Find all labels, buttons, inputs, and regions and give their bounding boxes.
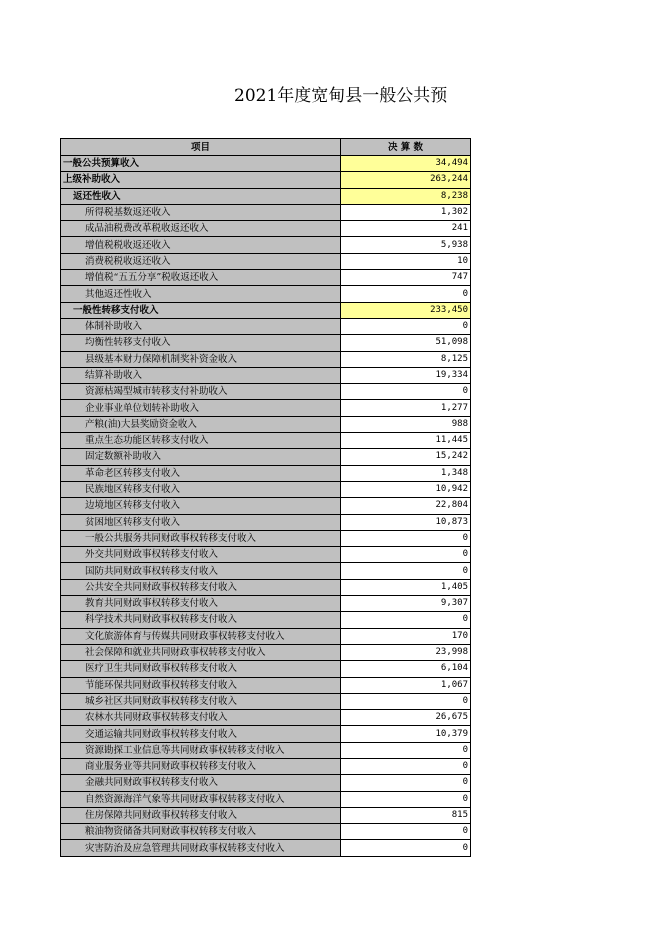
table-row xyxy=(61,840,471,856)
row-label: 公共安全共同财政事权转移支付收入 xyxy=(61,579,341,595)
table-row xyxy=(61,742,471,758)
row-value: 22,804 xyxy=(341,498,471,514)
row-value: 988 xyxy=(341,416,471,432)
row-label: 节能环保共同财政事权转移支付收入 xyxy=(61,677,341,693)
table-row xyxy=(61,172,471,188)
row-label: 均衡性转移支付收入 xyxy=(61,335,341,351)
row-value: 815 xyxy=(341,807,471,823)
row-value: 1,405 xyxy=(341,579,471,595)
row-value: 0 xyxy=(341,791,471,807)
row-label: 所得税基数返还收入 xyxy=(61,204,341,220)
row-value: 34,494 xyxy=(341,156,471,172)
row-value: 26,675 xyxy=(341,710,471,726)
row-label: 革命老区转移支付收入 xyxy=(61,465,341,481)
row-value: 10,379 xyxy=(341,726,471,742)
row-label: 外交共同财政事权转移支付收入 xyxy=(61,547,341,563)
row-label: 增值税“五五分享”税收返还收入 xyxy=(61,270,341,286)
row-label: 医疗卫生共同财政事权转移支付收入 xyxy=(61,661,341,677)
row-value: 170 xyxy=(341,628,471,644)
row-value: 0 xyxy=(341,530,471,546)
row-value: 10,942 xyxy=(341,481,471,497)
row-label: 结算补助收入 xyxy=(61,367,341,383)
row-label: 金融共同财政事权转移支付收入 xyxy=(61,775,341,791)
row-label: 增值税税收返还收入 xyxy=(61,237,341,253)
row-label: 国防共同财政事权转移支付收入 xyxy=(61,563,341,579)
table-row xyxy=(61,661,471,677)
header-item: 项目 xyxy=(61,139,341,156)
row-value: 23,998 xyxy=(341,644,471,660)
table-row xyxy=(61,270,471,286)
row-value: 0 xyxy=(341,384,471,400)
row-value: 0 xyxy=(341,612,471,628)
row-value: 0 xyxy=(341,318,471,334)
row-value: 5,938 xyxy=(341,237,471,253)
row-value: 51,098 xyxy=(341,335,471,351)
table-row xyxy=(61,253,471,269)
row-label: 自然资源海洋气象等共同财政事权转移支付收入 xyxy=(61,791,341,807)
table-row xyxy=(61,563,471,579)
row-value: 263,244 xyxy=(341,172,471,188)
table-row xyxy=(61,156,471,172)
table-row xyxy=(61,807,471,823)
row-value: 10,873 xyxy=(341,514,471,530)
table-row xyxy=(61,775,471,791)
table-row xyxy=(61,302,471,318)
row-value: 8,238 xyxy=(341,188,471,204)
row-value: 10 xyxy=(341,253,471,269)
table-row xyxy=(61,286,471,302)
row-label: 其他返还性收入 xyxy=(61,286,341,302)
row-label: 一般公共服务共同财政事权转移支付收入 xyxy=(61,530,341,546)
row-label: 民族地区转移支付收入 xyxy=(61,481,341,497)
table-row xyxy=(61,367,471,383)
table-row xyxy=(61,547,471,563)
table-row xyxy=(61,791,471,807)
row-value: 1,302 xyxy=(341,204,471,220)
row-label: 重点生态功能区转移支付收入 xyxy=(61,433,341,449)
row-value: 8,125 xyxy=(341,351,471,367)
table-row xyxy=(61,449,471,465)
row-value: 19,334 xyxy=(341,367,471,383)
row-value: 1,067 xyxy=(341,677,471,693)
row-label: 住房保障共同财政事权转移支付收入 xyxy=(61,807,341,823)
row-label: 商业服务业等共同财政事权转移支付收入 xyxy=(61,758,341,774)
row-label: 一般公共预算收入 xyxy=(61,156,341,172)
table-row xyxy=(61,514,471,530)
row-value: 241 xyxy=(341,221,471,237)
table-row xyxy=(61,596,471,612)
row-label: 企业事业单位划转补助收入 xyxy=(61,400,341,416)
table-row xyxy=(61,335,471,351)
table-row xyxy=(61,693,471,709)
row-label: 体制补助收入 xyxy=(61,318,341,334)
title-clip xyxy=(0,82,469,112)
row-value: 0 xyxy=(341,286,471,302)
row-label: 粮油物资储备共同财政事权转移支付收入 xyxy=(61,824,341,840)
table-row xyxy=(61,433,471,449)
row-label: 农林水共同财政事权转移支付收入 xyxy=(61,710,341,726)
row-value: 0 xyxy=(341,563,471,579)
row-value: 6,104 xyxy=(341,661,471,677)
table-row xyxy=(61,530,471,546)
row-label: 固定数额补助收入 xyxy=(61,449,341,465)
row-label: 灾害防治及应急管理共同财政事权转移支付收入 xyxy=(61,840,341,856)
row-label: 边境地区转移支付收入 xyxy=(61,498,341,514)
table-row xyxy=(61,318,471,334)
row-value: 0 xyxy=(341,824,471,840)
table-row xyxy=(61,237,471,253)
table-row xyxy=(61,188,471,204)
row-value: 0 xyxy=(341,547,471,563)
header-value: 决 算 数 xyxy=(341,139,471,156)
row-label: 文化旅游体育与传媒共同财政事权转移支付收入 xyxy=(61,628,341,644)
table-row xyxy=(61,481,471,497)
table-row xyxy=(61,416,471,432)
table-row xyxy=(61,710,471,726)
header-row xyxy=(61,139,471,156)
table-row xyxy=(61,644,471,660)
row-label: 贫困地区转移支付收入 xyxy=(61,514,341,530)
row-label: 社会保障和就业共同财政事权转移支付收入 xyxy=(61,644,341,660)
table-row xyxy=(61,612,471,628)
row-value: 0 xyxy=(341,840,471,856)
row-value: 0 xyxy=(341,693,471,709)
row-label: 县级基本财力保障机制奖补资金收入 xyxy=(61,351,341,367)
table-row xyxy=(61,758,471,774)
table-row xyxy=(61,628,471,644)
table-row xyxy=(61,677,471,693)
row-label: 返还性收入 xyxy=(61,188,341,204)
row-label: 资源枯竭型城市转移支付补助收入 xyxy=(61,384,341,400)
row-label: 产粮(油)大县奖励资金收入 xyxy=(61,416,341,432)
row-label: 交通运输共同财政事权转移支付收入 xyxy=(61,726,341,742)
row-value: 0 xyxy=(341,775,471,791)
table-row xyxy=(61,221,471,237)
table-row xyxy=(61,498,471,514)
table-row xyxy=(61,465,471,481)
row-label: 教育共同财政事权转移支付收入 xyxy=(61,596,341,612)
row-value: 1,277 xyxy=(341,400,471,416)
budget-table xyxy=(60,138,471,857)
table-row xyxy=(61,351,471,367)
row-label: 成品油税费改革税收返还收入 xyxy=(61,221,341,237)
row-label: 消费税税收返还收入 xyxy=(61,253,341,269)
table-row xyxy=(61,824,471,840)
row-label: 城乡社区共同财政事权转移支付收入 xyxy=(61,693,341,709)
row-label: 科学技术共同财政事权转移支付收入 xyxy=(61,612,341,628)
row-value: 0 xyxy=(341,742,471,758)
row-value: 233,450 xyxy=(341,302,471,318)
table-body xyxy=(61,156,471,857)
row-label: 上级补助收入 xyxy=(61,172,341,188)
row-value: 0 xyxy=(341,758,471,774)
report-title: 2021年度宽甸县一般公共预 xyxy=(234,86,448,106)
table-row xyxy=(61,204,471,220)
row-label: 资源勘探工业信息等共同财政事权转移支付收入 xyxy=(61,742,341,758)
table-row xyxy=(61,579,471,595)
row-value: 15,242 xyxy=(341,449,471,465)
table-row xyxy=(61,726,471,742)
row-value: 11,445 xyxy=(341,433,471,449)
table-row xyxy=(61,400,471,416)
table-row xyxy=(61,384,471,400)
row-value: 1,348 xyxy=(341,465,471,481)
row-value: 747 xyxy=(341,270,471,286)
row-label: 一般性转移支付收入 xyxy=(61,302,341,318)
row-value: 9,307 xyxy=(341,596,471,612)
